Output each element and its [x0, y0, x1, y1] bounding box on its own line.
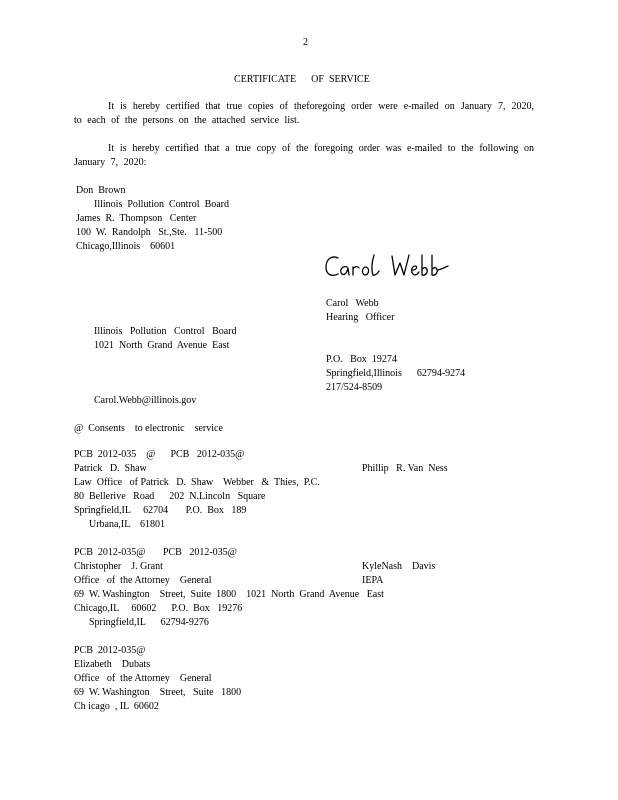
signer-org: Illinois Pollution Control Board — [94, 326, 237, 337]
signer-street: 1021 North Grand Avenue East — [94, 340, 230, 351]
service-line: Office of the Attorney General — [74, 575, 212, 586]
certificate-title: CERTIFICATE OF SERVICE — [234, 74, 370, 85]
service-line: Urbana,IL 61801 — [74, 519, 165, 530]
service-line: 69 W. Washington Street, Suite 1800 1021 North Grand Avenue East — [74, 589, 384, 600]
service-line: Christopher J. Grant — [74, 561, 163, 572]
signer-email: Carol.Webb@illinois.gov — [94, 395, 197, 406]
service-line: Chicago,IL 60602 P.O. Box 19276 — [74, 603, 243, 614]
service-line: PCB 2012-035@ PCB 2012-035@ — [74, 547, 237, 558]
signer-name: Carol Webb — [326, 298, 379, 309]
page-number: 2 — [303, 37, 308, 48]
recipient-city: Chicago,Illinois 60601 — [76, 241, 176, 252]
recipient-org: Illinois Pollution Control Board — [94, 199, 230, 210]
recipient-name: Don Brown — [76, 185, 126, 196]
service-line: Springfield,IL 62794-9276 — [74, 617, 209, 628]
signer-phone: 217/524-8509 — [326, 382, 383, 393]
recipient-street: 100 W. Randolph St.,Ste. 11-500 — [76, 227, 223, 238]
service-line: Springfield,IL 62704 P.O. Box 189 — [74, 505, 247, 516]
service-right-line: Phillip R. Van Ness — [362, 463, 448, 474]
service-line: Office of the Attorney General — [74, 673, 212, 684]
recipient-building: James R. Thompson Center — [76, 213, 197, 224]
service-line: PCB 2012-035@ — [74, 645, 146, 656]
service-right-line: KyleNash Davis — [362, 561, 436, 572]
signer-title: Hearing Officer — [326, 312, 395, 323]
signer-po-box: P.O. Box 19274 — [326, 354, 397, 365]
certification-paragraph-2: It is hereby certified that a true copy of the foregoing order was e-mailed to the following on January 7, 2020: — [74, 143, 534, 168]
service-line: 80 Bellerive Road 202 N.Lincoln Square — [74, 491, 266, 502]
handwritten-signature — [322, 249, 452, 283]
service-line: Elizabeth Dubats — [74, 659, 151, 670]
service-line: PCB 2012-035 @ PCB 2012-035@ — [74, 449, 245, 460]
consent-note: @ Consents to electronic service — [74, 423, 223, 434]
service-line: 69 W. Washington Street, Suite 1800 — [74, 687, 242, 698]
certification-paragraph-1: It is hereby certified that true copies of theforegoing order were e-mailed on January 7, 2020, to each of the persons on the attached service list. — [74, 101, 534, 126]
service-line: Ch icago , IL 60602 — [74, 701, 159, 712]
service-line: Law Office of Patrick D. Shaw Webber & Thies, P.C. — [74, 477, 320, 488]
signer-city: Springfield,Illinois 62794-9274 — [326, 368, 466, 379]
service-line: Patrick D. Shaw — [74, 463, 147, 474]
service-right-line: IEPA — [362, 575, 384, 586]
